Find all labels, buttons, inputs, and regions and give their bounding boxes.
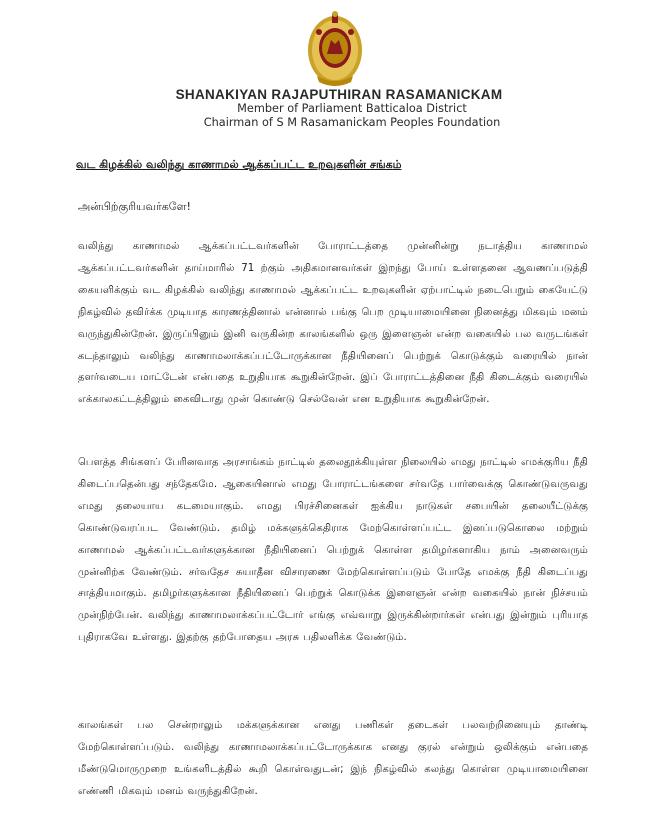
sender-title: Member of Parliament Batticaloa District bbox=[237, 102, 467, 115]
sender-name: SHANAKIYAN RAJAPUTHIRAN RASAMANICKAM bbox=[175, 87, 503, 102]
body-paragraph-1: வலிந்து காணாமல் ஆக்கப்பட்டவர்களின் போராட்டத்தை முன்னின்று நடாத்திய காணாமல் ஆக்கப்பட்டவர்களின் தாய்மாரில் 71 ற்கும் அதிகமானவர்கள் இறந்து போய் உள்ளதனை ஆவணப்படுத்தி கையளிக்கும் வட கிழக்கில் வலிந்து காணாமல் ஆக்கப்பட்ட உறவுகளின் ஏற்பாட்டில் நடைபெறும் கையேட்டு நிகழ்வில் தவிர்க்க முடியாத காரணத்தினால் என்னால் பங்கு பெற முடியாமையினை நினைத்து மிகவும் மனம் வருந்துகின்றேன். இருப்பினும் இனி வருகின்ற காலங்களில் ஒரு இளைஞன் என்ற வகையில் பல வருடங்கள் கடந்தாலும் வலிந்து காணாமலாக்கப்பட்டோருக்கான நீதியினைப் பெற்றுக் கொடுக்கும் வரையில் நான் தளர்வடைய மாட்டேன் என்பதை உறுதியாக கூறுகின்றேன். இப் போராட்டத்தினை நீதி கிடைக்கும் வரையில் எக்காலகட்டத்திலும் கைவிடாது முன் கொண்டு செல்வேன் என உறுதியாக கூறுகின்றேன். bbox=[78, 241, 588, 406]
salutation: அன்பிற்குரியவர்களே! bbox=[78, 200, 191, 213]
sri-lanka-emblem-icon bbox=[305, 10, 365, 88]
letterhead bbox=[0, 87, 664, 130]
body-paragraph-2: பௌத்த சிங்களப் பேரினவாத அரசாங்கம் நாட்டில் தலைதூக்கியுள்ள நிலையில் எமது நாட்டில் எமக்குரிய நீதி கிடைப்பதென்பது சந்தேகமே. ஆகையினால் எமது போராட்டங்களை சர்வதே பார்வைக்கு கொண்டுவருவது எமது தலையாய கடமையாகும். எமது பிரச்சினைகள் ஐக்கிய நாடுகள் சபையின் தலையீட்டுக்கு கொண்டுவரப்பட வேண்டும். தமிழ் மக்களுக்கெதிராக மேற்கொள்ளப்பட்ட இனப்படுகொலை மற்றும் காணாமல் ஆக்கப்பட்டவர்களுக்கான நீதியினைப் பெற்றுக் கொள்ள தமிழர்களாகிய நாம் அனைவரும் முன்னிற்க வேண்டும். சர்வதேச சுயாதீன விசாரணை மேற்கொள்ளப்படும் போதே எமக்கு நீதி கிடைப்பது சாத்தியமாகும். தமிழர்களுக்கான நீதியினைப் பெற்றுக் கொடுக்க இளைஞன் என்ற வகையில் நான் நிச்சயம் முன்நிற்பேன். வலிந்து காணாமலாக்கப்பட்டோர் எங்கு எவ்வாறு இருக்கின்றார்கள் என்பது இன்றும் புரியாத புதிராகவே உள்ளது. இதற்கு தற்போதைய அரசு பதிலளிக்க வேண்டும். bbox=[78, 457, 588, 644]
body-paragraph-3: காலங்கள் பல சென்றாலும் மக்களுக்கான எனது பணிகள் தடைகள் பலவற்றினையும் தாண்டி மேற்கொள்ளப்படும். வலிந்து காணாமலாக்கப்பட்டோருக்காக எனது குரல் என்றும் ஒலிக்கும் என்பதை மீண்டுமொருமுறை உங்களிடத்தில் கூறி கொள்வதுடன்; இந் நிகழ்வில் கலந்து கொள்ள முடியாமையினை எண்ணி மிகவும் மனம் வருந்துகிறேன். bbox=[78, 720, 588, 797]
document-title: வட கிழக்கில் வலிந்து காணாமல் ஆக்கப்பட்ட உறவுகளின் சங்கம் bbox=[76, 158, 402, 171]
sender-foundation: Chairman of S M Rasamanickam Peoples Foundation bbox=[203, 116, 501, 129]
